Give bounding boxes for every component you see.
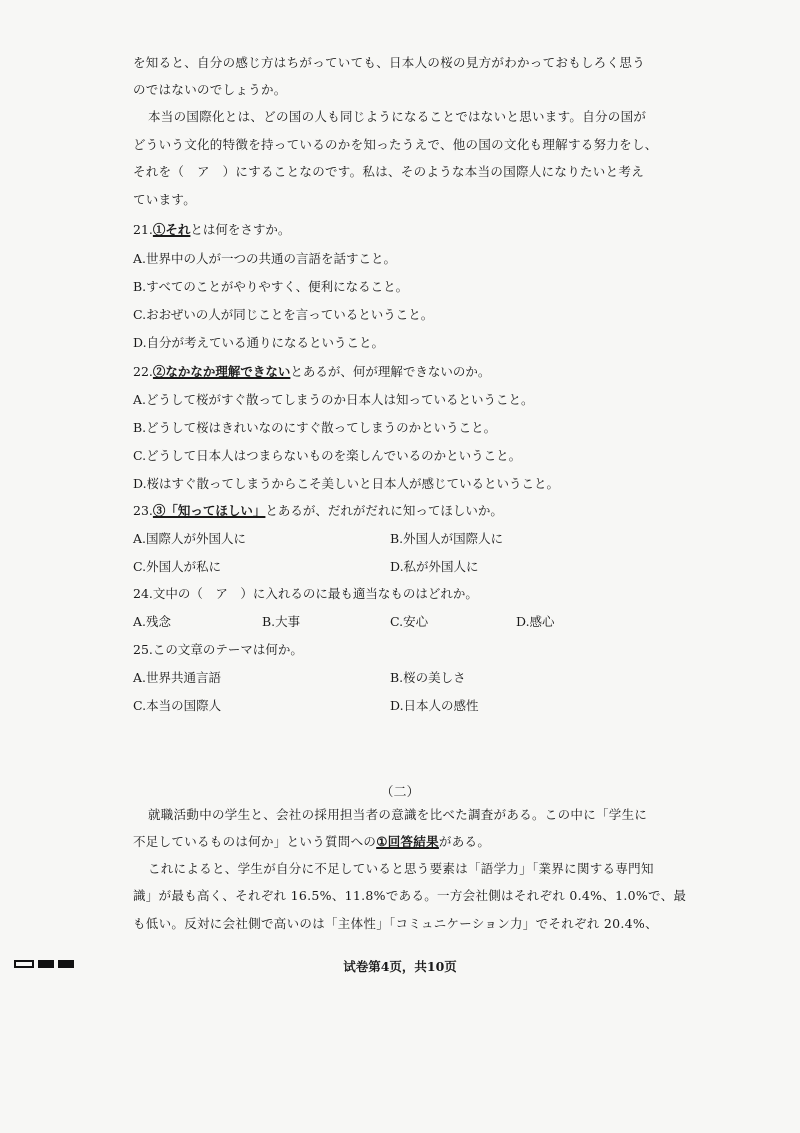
- question-24: [133, 584, 478, 602]
- section2-ref: ①回答結果: [376, 834, 439, 849]
- passage-line-1: を知ると、自分の感じ方はちがっていても、日本人の桜の見方がわかっておもしろく思う: [133, 55, 646, 70]
- question-stem: この文章のテーマは何か。: [152, 642, 303, 657]
- option-23d[interactable]: D.私が外国人に: [390, 559, 479, 574]
- question-22: [133, 362, 490, 380]
- section2-line-4: 識」が最も高く、それぞれ 16.5%、11.8%である。一方会社側はそれぞれ 0.4%、1.0%で、最: [133, 888, 687, 903]
- question-number: 22.: [133, 364, 153, 379]
- passage-line-6: ています。: [133, 192, 197, 207]
- option-23c[interactable]: C.外国人が私に: [133, 559, 222, 574]
- section2-line-2: [133, 832, 490, 850]
- question-stem: 文中の（ ア ）に入れるのに最も適当なものはどれか。: [152, 586, 478, 601]
- option-24d[interactable]: D.感心: [516, 614, 555, 629]
- section2-line-3: これによると、学生が自分に不足していると思う要素は「語学力」「業界に関する専門知: [148, 861, 654, 876]
- option-25b[interactable]: B.桜の美しさ: [390, 670, 466, 685]
- question-25: [133, 640, 303, 658]
- option-24b[interactable]: B.大事: [262, 614, 301, 629]
- question-stem: とあるが、何が理解できないのか。: [290, 364, 491, 379]
- option-21b[interactable]: B.すべてのことがやりやすく、便利になること。: [133, 279, 409, 294]
- page-footer: 试卷第4页，共10页: [343, 959, 457, 974]
- question-number: 24.: [133, 586, 153, 601]
- option-23a[interactable]: A.国際人が外国人に: [133, 531, 247, 546]
- option-24a[interactable]: A.残念: [133, 614, 172, 629]
- section2-line-1: 就職活動中の学生と、会社の採用担当者の意識を比べた調査がある。この中に「学生に: [148, 807, 648, 822]
- option-25d[interactable]: D.日本人の感性: [390, 698, 479, 713]
- passage-line-2: のではないのでしょうか。: [133, 82, 287, 97]
- question-number: 23.: [133, 503, 153, 518]
- question-ref: ②なかなか理解できない: [152, 364, 291, 379]
- question-number: 25.: [133, 642, 153, 657]
- option-24c[interactable]: C.安心: [390, 614, 429, 629]
- option-22c[interactable]: C.どうして日本人はつまらないものを楽しんでいるのかということ。: [133, 448, 522, 463]
- option-21d[interactable]: D.自分が考えている通りになるということ。: [133, 335, 385, 350]
- option-22d[interactable]: D.桜はすぐ散ってしまうからこそ美しいと日本人が感じているということ。: [133, 476, 560, 491]
- passage-line-5: それを（ ア ）にすることなのです。私は、そのような本当の国際人になりたいと考え: [133, 164, 645, 179]
- option-23b[interactable]: B.外国人が国際人に: [390, 531, 504, 546]
- question-stem: とあるが、だれがだれに知ってほしいか。: [265, 503, 503, 518]
- option-22a[interactable]: A.どうして桜がすぐ散ってしまうのか日本人は知っているということ。: [133, 392, 534, 407]
- question-number: 21.: [133, 222, 153, 237]
- section2-line-5: も低い。反対に会社側で高いのは「主体性」「コミュニケーション力」でそれぞれ 20.4%、: [133, 916, 658, 931]
- question-ref: ③「知ってほしい」: [152, 503, 266, 518]
- section2-line-2-pre: 不足しているものは何か」という質問への: [133, 834, 377, 849]
- question-stem: とは何をさすか。: [190, 222, 291, 237]
- option-22b[interactable]: B.どうして桜はきれいなのにすぐ散ってしまうのかということ。: [133, 420, 497, 435]
- passage-line-4: どういう文化的特徴を持っているのかを知ったうえで、他の国の文化も理解する努力をし、: [133, 137, 658, 152]
- section2-line-2-post: がある。: [438, 834, 491, 849]
- option-25c[interactable]: C.本当の国際人: [133, 698, 222, 713]
- section-title: （二）: [380, 785, 420, 800]
- option-25a[interactable]: A.世界共通言語: [133, 670, 222, 685]
- question-ref: ①それ: [152, 222, 191, 237]
- option-21c[interactable]: C.おおぜいの人が同じことを言っているということ。: [133, 307, 434, 322]
- passage-line-3: 本当の国際化とは、どの国の人も同じようになることではないと思います。自分の国が: [148, 109, 647, 124]
- question-23: [133, 501, 503, 519]
- question-21: [133, 220, 290, 238]
- option-21a[interactable]: A.世界中の人が一つの共通の言語を話すこと。: [133, 251, 397, 266]
